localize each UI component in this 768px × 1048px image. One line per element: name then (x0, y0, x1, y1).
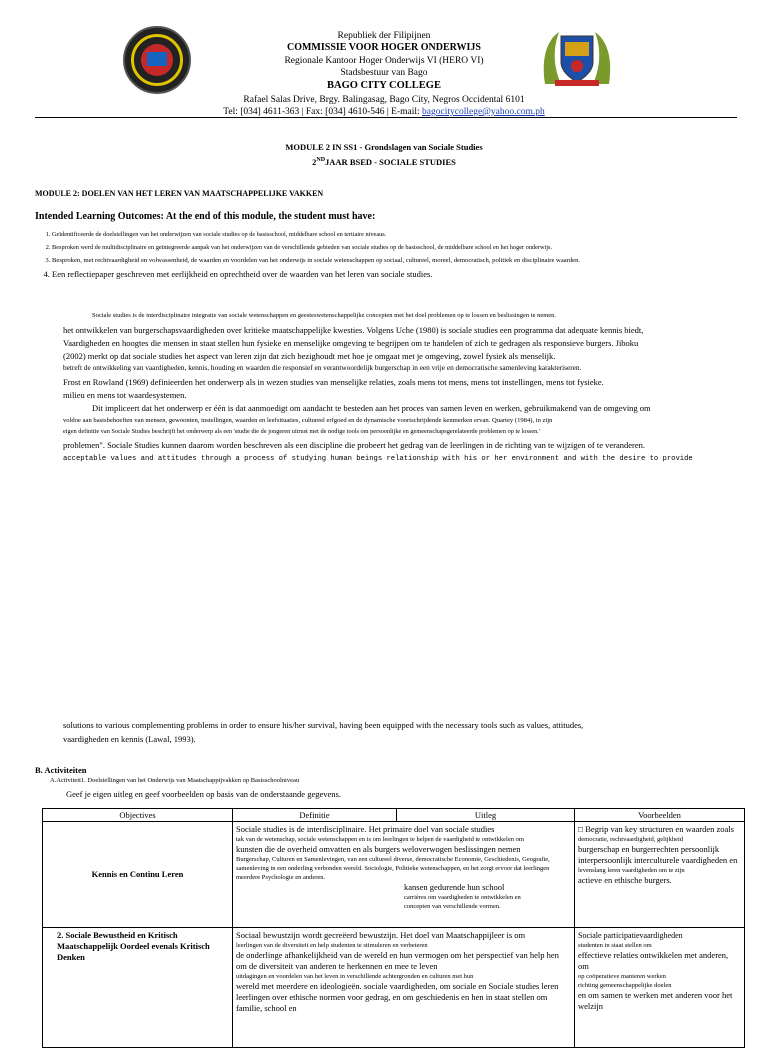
outcome-item: 3. Besproken, met rechtvaardigheid en volwassenheid, de waarden en voordelen van het onderwijs in sociale wetenschappen op sociaal, cultureel, moreel, democratisch, politiek en disciplinaire waarden. (52, 256, 752, 266)
row1-uitleg-b: carrières om vaardigheden te ontwikkelen en (404, 894, 521, 901)
college-name: BAGO CITY COLLEGE (327, 80, 441, 91)
table-row (43, 822, 745, 928)
row2-ex-a: Sociale participatievaardigheden (578, 931, 683, 940)
activities-heading: B. Activiteiten (35, 765, 87, 775)
para1-line4: (2002) merkt op dat sociale studies het aspect van leren zijn dat zich bezighoudt met hoe je omgaat met je omgeving, zowel fysiek als menselijk. (63, 351, 556, 361)
address-line: Rafael Salas Drive, Brgy. Balingasag, Bago City, Negros Occidental 6101 (243, 95, 525, 105)
row1-text-c: kunsten die de overheid omvatten en als burgers weloverwogen beslissingen nemen (236, 844, 521, 854)
row2-text-a: Sociaal bewustzijn wordt gecreëerd bewustzijn. Het doel van Maatschappijleer is om (236, 930, 526, 940)
row1-uitleg-a: kansen gedurende hun school (404, 882, 505, 892)
para1-line7: milieu en mens tot waardesystemen. (63, 390, 187, 400)
para2-line1: Dit impliceert dat het onderwerp er één is dat aanmoedigt om aandacht te besteden aan het proces van samen leven en werken, gebruikmakend van de omgeving om (92, 403, 651, 413)
para1-line1: Sociale studies is de interdisciplinaire integratie van sociale wetenschappen en geesteswetenschappelijke concepten met het doel problemen op te lossen en beslissingen te nemen. (92, 312, 557, 319)
para1-line2: het ontwikkelen van burgerschapsvaardigheden over kritieke maatschappelijke kwesties. Volgens Uche (1980) is sociale studies een programma dat adequate kennis biedt, (63, 325, 644, 335)
para2-line3: eigen definitie van Sociale Studies beschrijft het onderwerp als een 'studie die de jongeren uitrust met de nodige tools om persoonlijke en gemeenschapsgerelateerde problemen op te lossen.' (63, 428, 541, 435)
objective-cell: 2. Sociale Bewustheid en Kritisch Maatschappelijk Oordeel evenals Kritisch Denken (43, 928, 233, 1048)
row2-text-e: wereld met meerdere en ideologieën. sociale vaardigheden, om sociale en Sociale studies leren leerlingen over ethische normen voor gedrag, en om geschiedenis en hen in staat stellen om familie, school en (236, 981, 559, 1013)
country-line: Republiek der Filipijnen (337, 31, 431, 41)
header-definitie: Definitie (233, 809, 397, 822)
voorbeelden-cell (575, 928, 745, 1048)
header-divider (35, 117, 737, 118)
table-row (43, 928, 745, 1048)
subtitle-year: 2 (312, 156, 317, 167)
header-voorbeelden: Voorbeelden (575, 809, 745, 822)
header-objectives: Objectives (43, 809, 233, 822)
table-header-row (43, 809, 745, 822)
row2-text-c: de onderlinge afhankelijkheid van de wereld en hun vermogen om het perspectief van help hen om de diversiteit van anderen te herkennen en mee te leven (236, 950, 559, 971)
para2-line4: problemen". Sociale Studies kunnen daarom worden beschreven als een discipline die probeert het gedrag van de leerlingen in de richting van te wijzigen of te veranderen. (63, 440, 645, 450)
definitie-uitleg-cell (233, 822, 575, 928)
email-link[interactable]: bagocitycollege@yahoo.com.ph (422, 107, 545, 117)
row2-ex-d: op coöperatieve manieren werken (578, 973, 666, 980)
para2-line5: acceptable values and attitudes through a process of studying human beings relationship with his or her environment and with the desire to provide (63, 455, 693, 463)
subtitle-sup: ND (316, 157, 326, 163)
row1-text-d: Burgerschap, Culturen en Samenlevingen, van een cultureel diverse, democratische Economie, Geschiedenis, Geografie, samenleving in een onderling verbonden wereld. Sociologie, Politieke wetenschappen, en het zorgt ervoor dat leerlingen meerdere Psychologie en anderen. (236, 856, 550, 881)
outcomes-heading: Intended Learning Outcomes: At the end of this module, the student must have: (35, 211, 376, 222)
outcome-item: 1. Geïdentificeerde de doelstellingen van het onderwijzen van sociale studies op de basisschool, middelbare school en tertiaire niveaus. (52, 230, 752, 240)
para2-line2: voldoe aan basisbehoeften van mensen, gewoonten, instellingen, waarden en leefsituaties, cultureel erfgoed en de dynamische voortschrijdende kenmerken ervan. Quartey (1984), in zijn (63, 417, 553, 424)
para3-line2: vaardigheden en kennis (Lawal, 1993). (63, 734, 196, 744)
para1-line5: betreft de ontwikkeling van vaardigheden, kennis, houding en waarden die responsief en verantwoordelijk burgerschap in een vrije en democratische samenleving karakteriseren. (63, 363, 582, 372)
activity-subheading: A.Activiteit1. Doelstellingen van het Onderwijs van Maatschappijvakken op Basisschoolniveau (50, 777, 300, 784)
row1-ex-d: levenslang leren vaardigheden om te zijn (578, 867, 685, 874)
para1-line6: Frost en Rowland (1969) definieerden het onderwerp als in wezen studies van menselijke relaties, zoals mens tot mens, mens tot instellingen, mens tot fysieke. (63, 377, 604, 387)
module-title: MODULE 2 IN SS1 - Grondslagen van Sociale Studies (285, 142, 483, 152)
commission-line: COMMISSIE VOOR HOGER ONDERWIJS (286, 42, 481, 53)
activity-instruction: Geef je eigen uitleg en geef voorbeelden op basis van de onderstaande gegevens. (66, 789, 341, 799)
subtitle-rest: JAAR BSED - SOCIALE STUDIES (325, 156, 456, 167)
row2-ex-f: en om samen te werken met anderen voor het welzijn (578, 990, 733, 1011)
contact-text: Tel: [034] 4611-363 | Fax: [034] 4610-546 | E-mail: (223, 107, 423, 117)
row2-ex-c: effectieve relaties ontwikkelen met anderen, om (578, 950, 729, 971)
outcome-item: 4. Een reflectiepaper geschreven met eerlijkheid en oprechtheid over de waarden van het leren van sociale studies. (52, 268, 752, 280)
para1-line3: Vaardigheden en hoogtes die mensen in staat stellen hun fysieke en menselijke omgeving te begrijpen om te handelen of zich te gedragen als responsieve burgers. Jiboku (63, 338, 639, 348)
module-subtitle (0, 154, 768, 168)
row1-uitleg-c: concepten van verschillende vormen. (404, 903, 501, 910)
para3-line1: solutions to various complementing problems in order to ensure his/her survival, having been equipped with the necessary tools such as values, attitudes, (63, 720, 584, 730)
city-line: Stadsbestuur van Bago (340, 68, 428, 78)
row2-text-b: leerlingen van de diversiteit en help studenten te stimuleren en verbeteren (236, 942, 428, 949)
regional-office-line: Regionale Kantoor Hoger Onderwijs VI (HERO VI) (284, 56, 484, 66)
section-heading: MODULE 2: DOELEN VAN HET LEREN VAN MAATSCHAPPELIJKE VAKKEN (35, 189, 324, 198)
row1-text-a: Sociale studies is de interdisciplinaire. Het primaire doel van sociale studies (236, 824, 495, 834)
header-uitleg: Uitleg (397, 809, 575, 822)
row1-ex-e: actieve en ethische burgers. (578, 875, 672, 885)
row1-text-b: tak van de wetenschap, sociale wetenschappen en is om leerlingen te helpen de vaardigheid te ontwikkelen om (236, 836, 524, 843)
outcome-item: 2. Besproken werd de multidisciplinaire en geïntegreerde aanpak van het onderwijzen van de verschillende gebieden van sociale studies op de basisschool, de middelbare school en het hoger onderwijs. (52, 243, 752, 253)
row1-ex-b: democratie, rechtvaardigheid, gelijkheid (578, 836, 684, 843)
objective-cell: Kennis en Continu Leren (43, 822, 233, 928)
objectives-table (42, 808, 745, 1048)
row2-ex-b: studenten in staat stellen om (578, 942, 652, 949)
outcomes-list (34, 230, 752, 280)
row2-text-d: uitdagingen en voordelen van het leven in verschillende achtergronden en culturen met hun (236, 973, 474, 980)
row1-ex-c: burgerschap en burgerrechten persoonlijk interpersoonlijk interculturele vaardigheden en (578, 844, 738, 865)
row2-ex-e: richting gemeenschappelijke doelen (578, 982, 672, 989)
definitie-uitleg-cell (233, 928, 575, 1048)
row1-ex-a: □ Begrip van key structuren en waarden zoals (578, 824, 734, 834)
voorbeelden-cell (575, 822, 745, 928)
